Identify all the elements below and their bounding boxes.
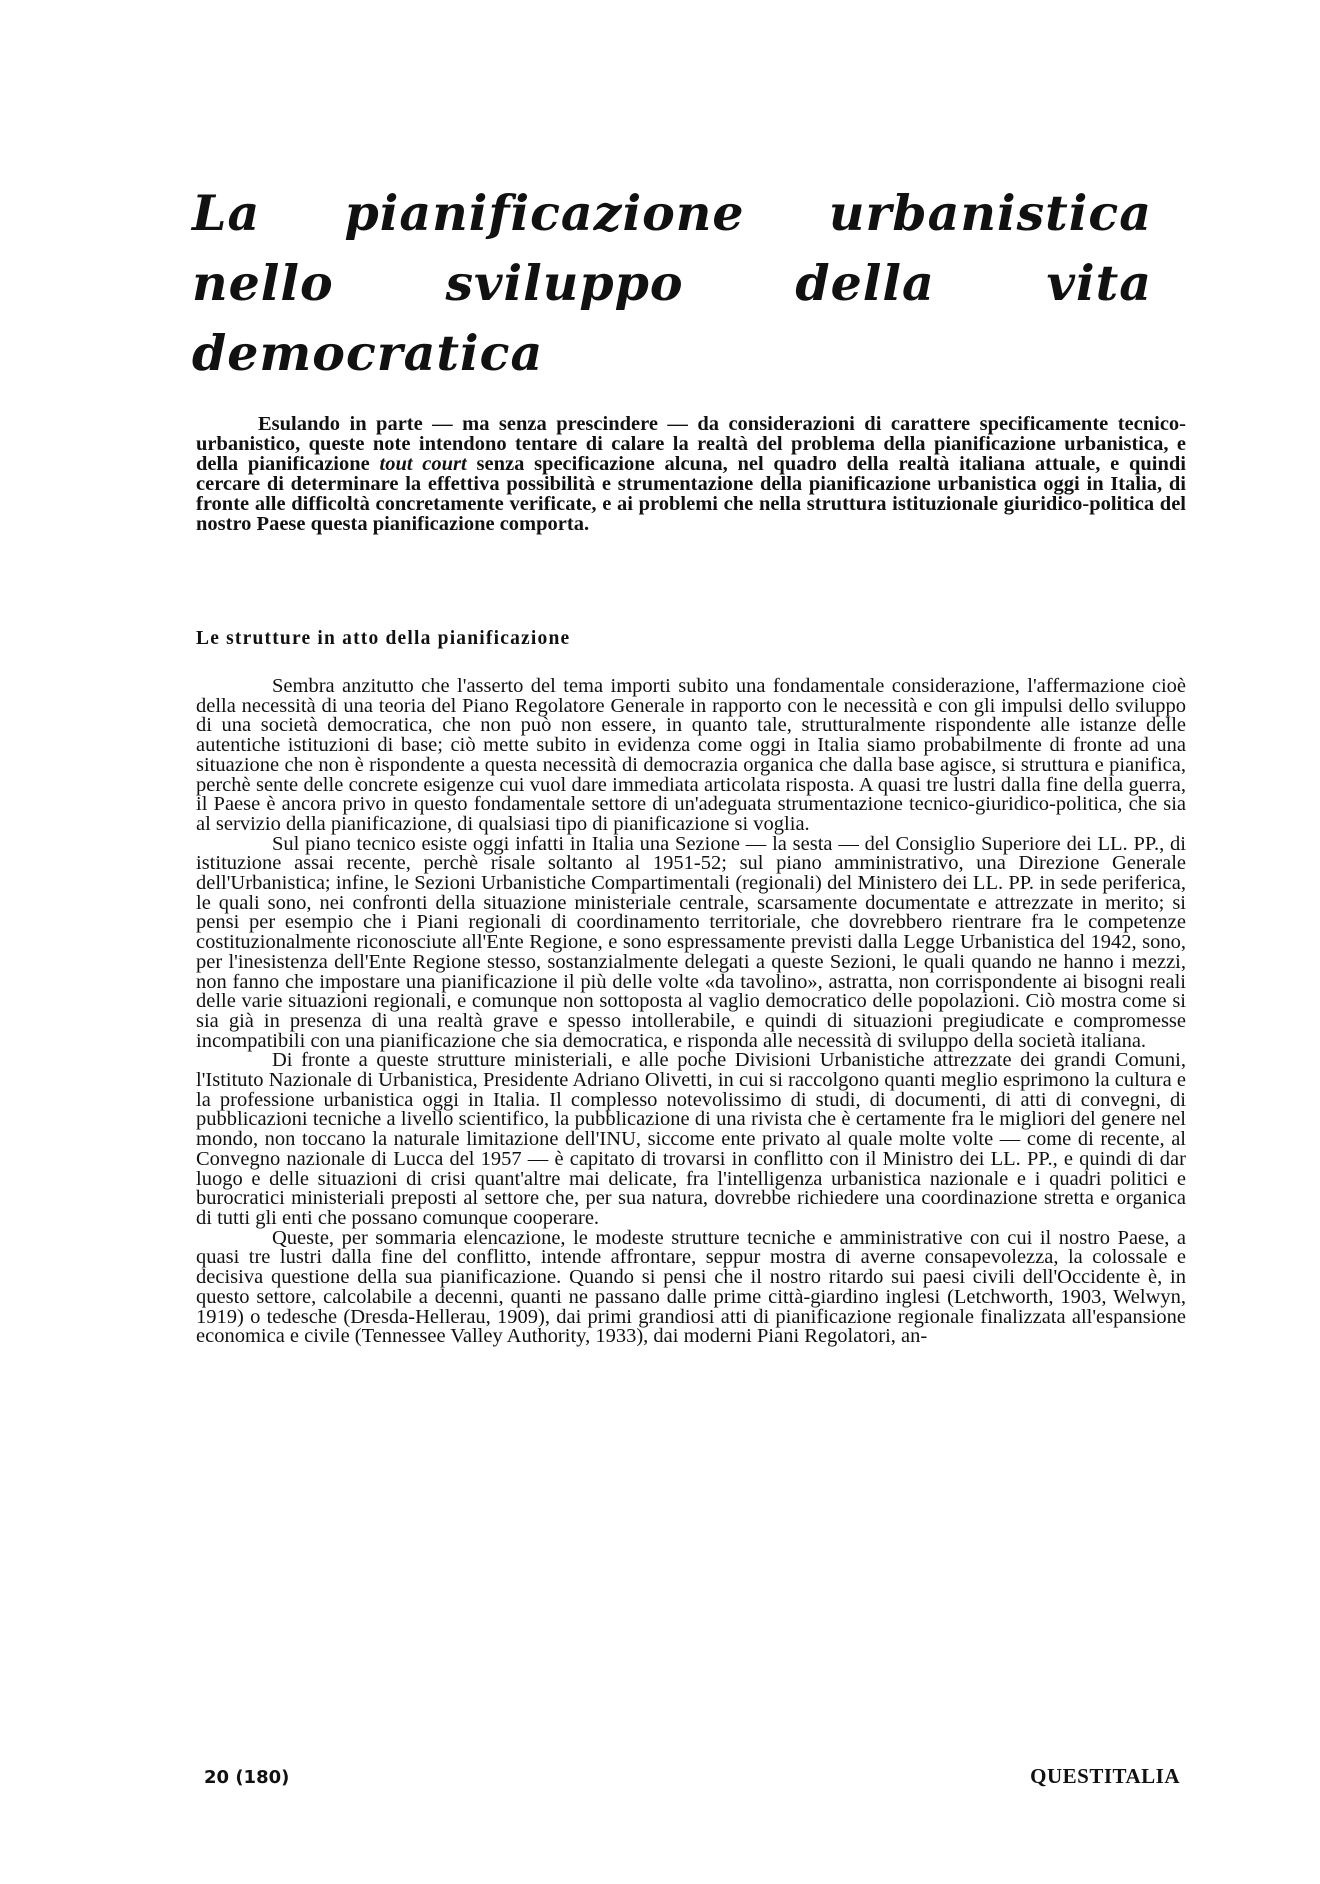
body-paragraph: Di fronte a queste strutture ministeriali, e alle poche Divisioni Urbanistiche attrezzate dei grandi Comuni, l'Istituto Nazionale di Urbanistica, Presidente Adriano Olivetti, in cui si raccolgono quanti meglio esprimono la cultura e la professione urbanistica oggi in Italia. Il complesso notevolissimo di studi, di documenti, di atti di convegni, di pubblicazioni tecniche a livello scientifico, la pubblicazione di una rivista che è certamente fra le migliori del genere nel mondo, non toccano la naturale limitazione dell'INU, siccome ente privato al quale molte volte — come di recente, al Convegno nazionale di Lucca del 1957 — è capitato di trovarsi in conflitto con il Ministro dei LL. PP., e quindi di dar luogo e delle situazioni di crisi quant'altre mai delicate, fra l'intelligenza urbanistica nazionale e i quadri politici e burocratici ministeriali preposti al settore che, per sua natura, dovrebbe richiedere una coordinazione stretta e organica di tutti gli enti che possano comunque cooperare. [196, 1049, 1186, 1229]
article-title: La pianificazione urbanistica nello sviluppo della vita democratica [192, 184, 1152, 382]
publication-name: QUESTITALIA [1030, 1764, 1180, 1788]
article-body [196, 677, 1186, 1347]
intro-emphasis: tout court [379, 453, 467, 475]
intro-text-end: senza specificazione alcuna, nel quadro della realtà italiana attuale, e quindi cercare di determinare la effettiva possibilità e strumentazione della pianificazione urbanistica oggi in Italia, di fronte alle difficoltà concretamente verificate, e ai problemi che nella struttura istituzionale giuridico-politica del nostro Paese questa pianificazione comporta. [196, 453, 1186, 535]
section-heading: Le strutture in atto della pianificazione [196, 628, 571, 649]
page-number: 20 (180) [204, 1767, 290, 1788]
body-paragraph: Sembra anzitutto che l'asserto del tema importi subito una fondamentale considerazione, l'affermazione cioè della necessità di una teoria del Piano Regolatore Generale in rapporto con le necessità e con gli impulsi dello sviluppo di una società democratica, che non può non essere, in quanto tale, strutturalmente rispondente alle istanze delle autentiche istituzioni di base; ciò mette subito in evidenza come oggi in Italia siamo probabilmente di fronte ad una situazione che non è rispondente a questa necessità di democrazia organica che dalla base agisce, si struttura e pianifica, perchè sente delle concrete esigenze cui vuol dare immediata articolata risposta. A quasi tre lustri dalla fine della guerra, il Paese è ancora privo in questo fondamentale settore di un'adeguata strumentazione tecnico-giuridico-politica, che sia al servizio della pianificazione, di qualsiasi tipo di pianificazione si voglia. [196, 675, 1186, 835]
article-intro [196, 414, 1186, 534]
body-paragraph: Queste, per sommaria elencazione, le modeste strutture tecniche e amministrative con cui il nostro Paese, a quasi tre lustri dalla fine del conflitto, intende affrontare, seppur mostra di averne consapevolezza, la colossale e decisiva questione della sua pianificazione. Quando si pensi che il nostro ritardo sui paesi civili dell'Occidente è, in questo settore, calcolabile a decenni, quanti ne passano dalle prime città-giardino inglesi (Letchworth, 1903, Welwyn, 1919) o tedesche (Dresda-Hellerau, 1909), dai primi grandiosi atti di pianificazione regionale finalizzata all'espansione economica e civile (Tennessee Valley Authority, 1933), dai moderni Piani Regolatori, an- [196, 1226, 1186, 1348]
body-paragraph: Sul piano tecnico esiste oggi infatti in Italia una Sezione — la sesta — del Consiglio Superiore dei LL. PP., di istituzione assai recente, perchè risale soltanto al 1951-52; sul piano amministrativo, una Direzione Generale dell'Urbanistica; infine, le Sezioni Urbanistiche Compartimentali (regionali) del Ministero dei LL. PP. in sede periferica, le quali sono, nei confronti della situazione ministeriale centrale, scarsamente documentate e attrezzate in merito; si pensi per esempio che i Piani regionali di coordinamento territoriale, che dovrebbero rientrare fra le competenze costituzionalmente riconosciute all'Ente Regione, e sono espressamente previsti dalla Legge Urbanistica del 1942, sono, per l'inesistenza dell'Ente Regione stesso, sostanzialmente delegati a queste Sezioni, le quali quando ne hanno i mezzi, non fanno che impostare una pianificazione il più delle volte «da tavolino», astratta, non corrispondente ai bisogni reali delle varie situazioni regionali, e comunque non sottoposta al vaglio democratico delle popolazioni. Ciò mostra come si sia già in presenza di una realtà grave e spesso intollerabile, e quindi di situazioni pregiudicate e compromesse incompatibili con una pianificazione che sia democratica, e risponda alle necessità di sviluppo della società italiana. [196, 832, 1186, 1052]
intro-text-start: Esulando in parte — ma senza prescindere — da considerazioni di carattere specificamente tecnico-urbanistico, queste note intendono tentare di calare la realtà del problema della pianificazione urbanistica, e della pianificazione [196, 413, 1186, 475]
